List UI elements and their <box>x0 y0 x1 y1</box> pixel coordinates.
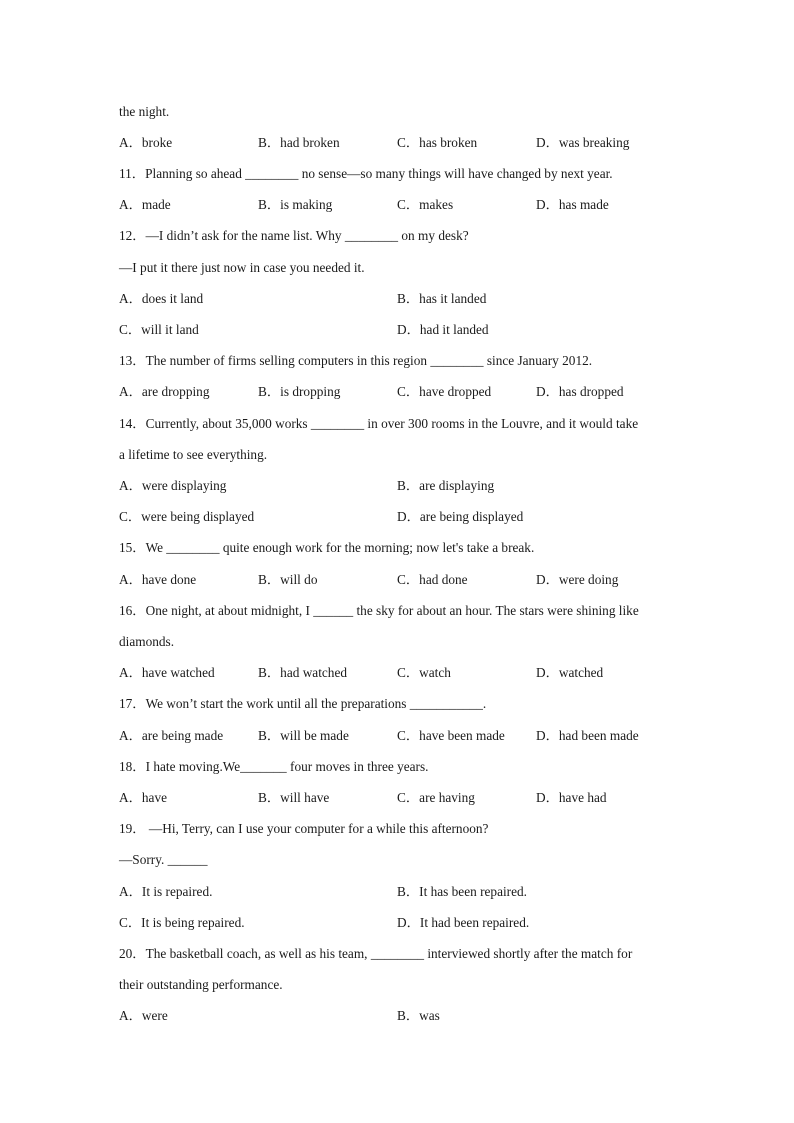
q18-option-b: B．will have <box>258 790 330 805</box>
q20-option-a: A．were <box>119 1008 168 1023</box>
q16-option-b: B．had watched <box>258 665 347 680</box>
question-14-stem-cont: a lifetime to see everything. <box>119 447 268 462</box>
q11-option-a: A．made <box>119 197 171 212</box>
question-12-reply: —I put it there just now in case you needed it. <box>119 260 365 275</box>
q16-option-d: D．watched <box>536 665 604 680</box>
q11-option-c: C．makes <box>397 197 454 212</box>
q17-option-a: A．are being made <box>119 728 224 743</box>
q10-option-d: D．was breaking <box>536 135 630 150</box>
q19-option-b: B．It has been repaired. <box>397 884 527 899</box>
question-17-stem: 17．We won’t start the work until all the preparations ___________. <box>119 696 487 711</box>
q18-option-a: A．have <box>119 790 167 805</box>
q18-option-c: C．are having <box>397 790 475 805</box>
q13-option-d: D．has dropped <box>536 384 624 399</box>
q13-option-c: C．have dropped <box>397 384 492 399</box>
question-12-stem: 12．—I didn’t ask for the name list. Why ________ on my desk? <box>119 228 469 243</box>
question-16-stem: 16．One night, at about midnight, I ______ the sky for about an hour. The stars were shining like <box>119 603 639 618</box>
question-15-stem: 15．We ________ quite enough work for the morning; now let's take a break. <box>119 540 535 555</box>
q15-option-c: C．had done <box>397 572 468 587</box>
question-10-stem-end: the night. <box>119 104 170 119</box>
q14-option-a: A．were displaying <box>119 478 227 493</box>
q19-option-a: A．It is repaired. <box>119 884 213 899</box>
q14-option-d: D．are being displayed <box>397 509 524 524</box>
q18-option-d: D．have had <box>536 790 607 805</box>
q13-option-a: A．are dropping <box>119 384 210 399</box>
q17-option-d: D．had been made <box>536 728 639 743</box>
q17-option-c: C．have been made <box>397 728 505 743</box>
q17-option-b: B．will be made <box>258 728 349 743</box>
question-11-stem: 11．Planning so ahead ________ no sense—so many things will have changed by next year. <box>119 166 613 181</box>
q14-option-b: B．are displaying <box>397 478 495 493</box>
question-18-stem: 18．I hate moving.We_______ four moves in three years. <box>119 759 429 774</box>
q15-option-b: B．will do <box>258 572 318 587</box>
q10-option-b: B．had broken <box>258 135 340 150</box>
q19-option-c: C．It is being repaired. <box>119 915 245 930</box>
question-13-stem: 13．The number of firms selling computers in this region ________ since January 2012. <box>119 353 593 368</box>
q16-option-c: C．watch <box>397 665 451 680</box>
q19-option-d: D．It had been repaired. <box>397 915 530 930</box>
q12-option-b: B．has it landed <box>397 291 487 306</box>
q15-option-a: A．have done <box>119 572 197 587</box>
question-14-stem: 14．Currently, about 35,000 works ________ in over 300 rooms in the Louvre, and it would take <box>119 416 639 431</box>
q20-option-b: B．was <box>397 1008 440 1023</box>
question-19-stem: 19． —Hi, Terry, can I use your computer for a while this afternoon? <box>119 821 489 836</box>
q15-option-d: D．were doing <box>536 572 619 587</box>
question-20-stem: 20．The basketball coach, as well as his team, ________ interviewed shortly after the match for <box>119 946 633 961</box>
q14-option-c: C．were being displayed <box>119 509 255 524</box>
question-16-stem-cont: diamonds. <box>119 634 175 649</box>
question-20-stem-cont: their outstanding performance. <box>119 977 283 992</box>
q16-option-a: A．have watched <box>119 665 215 680</box>
question-19-reply: —Sorry. ______ <box>119 852 208 867</box>
q12-option-d: D．had it landed <box>397 322 489 337</box>
q10-option-c: C．has broken <box>397 135 478 150</box>
q11-option-b: B．is making <box>258 197 333 212</box>
q12-option-a: A．does it land <box>119 291 204 306</box>
q13-option-b: B．is dropping <box>258 384 341 399</box>
q11-option-d: D．has made <box>536 197 609 212</box>
q10-option-a: A．broke <box>119 135 173 150</box>
q12-option-c: C．will it land <box>119 322 199 337</box>
